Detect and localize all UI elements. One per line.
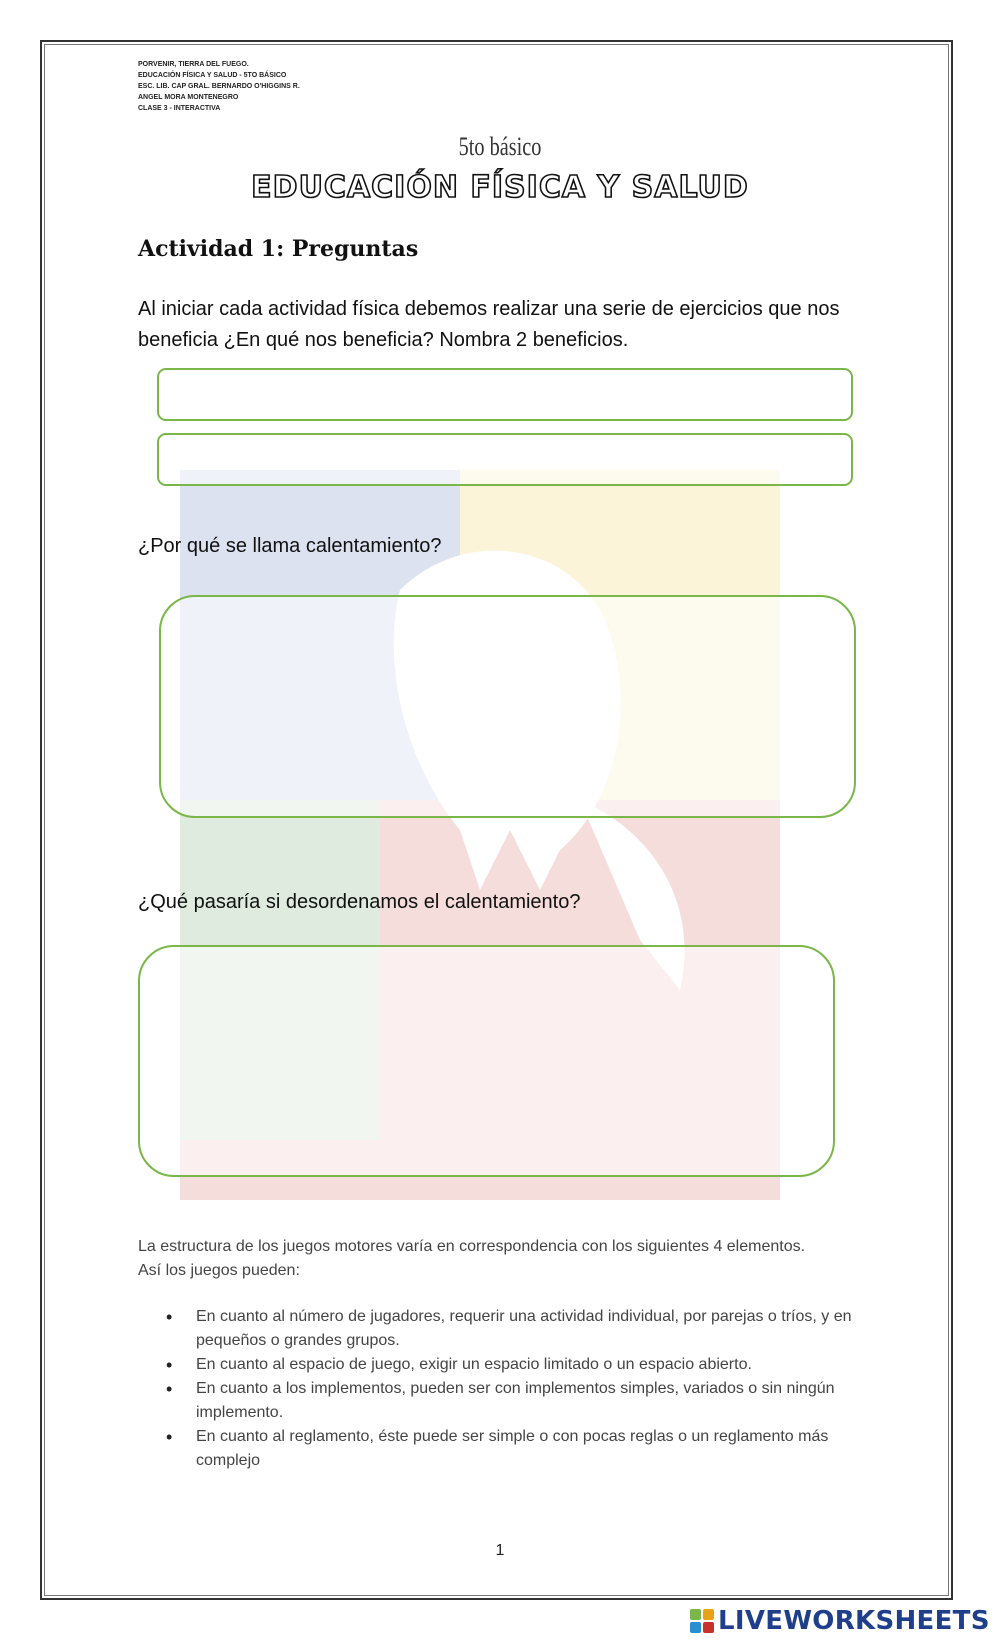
answer-input-benefit-2[interactable] — [157, 433, 853, 486]
grade-label: 5to básico — [458, 132, 542, 161]
question-disorder-warmup: ¿Qué pasaría si desordenamos el calentamiento? — [138, 891, 581, 913]
list-item: • En cuanto al espacio de juego, exigir un espacio limitado o un espacio abierto. — [138, 1353, 858, 1377]
brand-name: LIVEWORKSHEETS — [718, 1606, 990, 1636]
list-item: • En cuanto a los implementos, pueden ser con implementos simples, variados o sin ningún implemento. — [138, 1377, 858, 1425]
school-header — [138, 59, 300, 114]
header-line: ESC. LIB. CAP GRAL. BERNARDO O'HIGGINS R. — [138, 83, 300, 90]
header-line: ANGEL MORA MONTENEGRO — [138, 94, 239, 101]
question-benefits: Al iniciar cada actividad física debemos realizar una serie de ejercicios que nos beneficia ¿En qué nos beneficia? Nombra 2 beneficios. — [138, 298, 840, 351]
games-elements-list — [138, 1305, 858, 1473]
liveworksheets-logo-icon — [688, 1607, 716, 1635]
header-line: CLASE 3 - INTERACTIVA — [138, 105, 221, 112]
page-number: 1 — [495, 1542, 505, 1559]
answer-input-why-warmup[interactable] — [159, 595, 856, 818]
activity-title: Actividad 1: Preguntas — [138, 236, 419, 262]
answer-input-benefit-1[interactable] — [157, 368, 853, 421]
question-why-warmup: ¿Por qué se llama calentamiento? — [138, 535, 442, 557]
header-line: PORVENIR, TIERRA DEL FUEGO. — [138, 61, 249, 68]
page-title: EDUCACIÓN FÍSICA Y SALUD — [251, 170, 749, 205]
answer-input-disorder-warmup[interactable] — [138, 945, 835, 1177]
header-line: EDUCACIÓN FÍSICA Y SALUD - 5TO BÁSICO — [138, 72, 287, 79]
games-structure-paragraph: La estructura de los juegos motores varía en correspondencia con los siguientes 4 elementos. Así los juegos pueden: — [138, 1238, 806, 1279]
list-item: • En cuanto al número de jugadores, requerir una actividad individual, por parejas o tríos, y en pequeños o grandes grupos. — [138, 1305, 858, 1353]
liveworksheets-brand[interactable] — [688, 1604, 990, 1638]
list-item: • En cuanto al reglamento, éste puede ser simple o con pocas reglas o un reglamento más complejo — [138, 1425, 858, 1473]
